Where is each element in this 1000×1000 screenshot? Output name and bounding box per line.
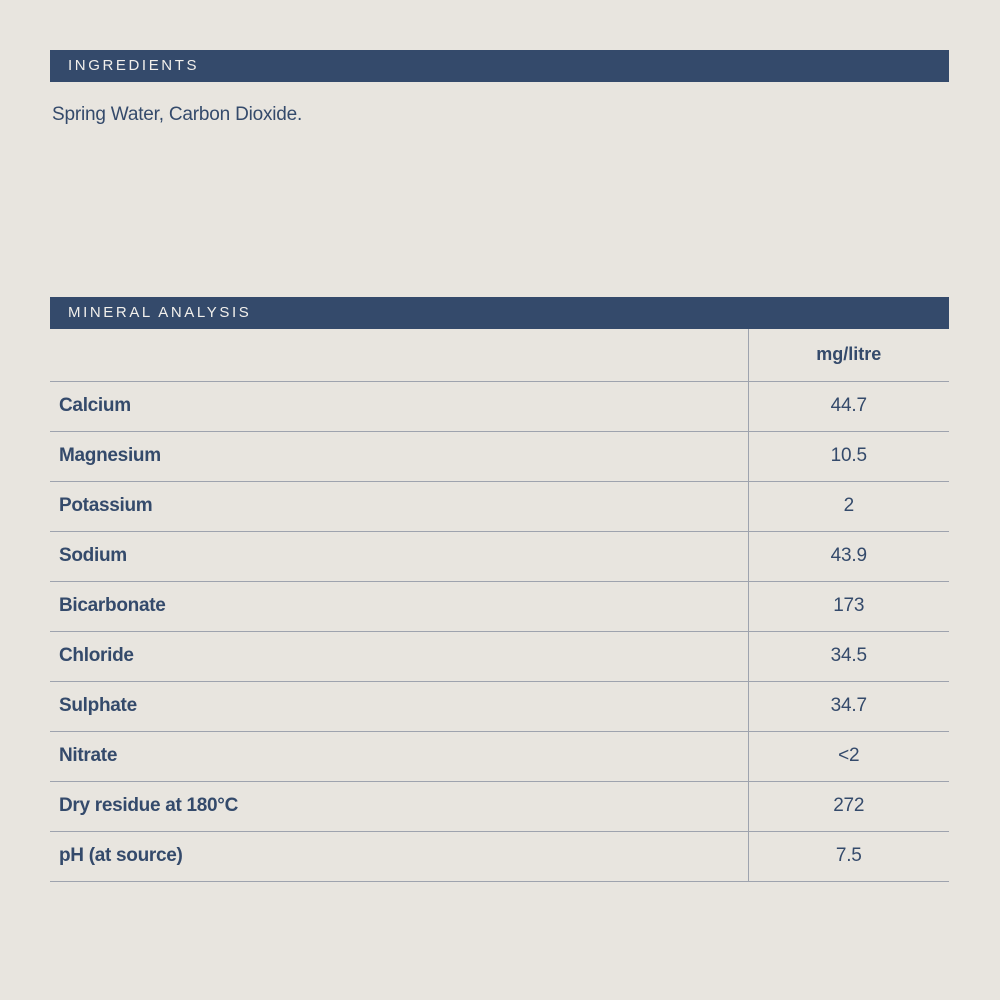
mineral-value: 173 xyxy=(748,581,949,631)
mineral-value: <2 xyxy=(748,731,949,781)
table-row xyxy=(50,731,949,781)
ingredients-heading: INGREDIENTS xyxy=(50,50,949,82)
mineral-name: Dry residue at 180°C xyxy=(50,781,748,831)
mineral-value: 7.5 xyxy=(748,831,949,881)
table-row xyxy=(50,631,949,681)
mineral-name: Nitrate xyxy=(50,731,748,781)
mineral-name: Magnesium xyxy=(50,431,748,481)
mineral-name: Sodium xyxy=(50,531,748,581)
mineral-name: Potassium xyxy=(50,481,748,531)
ingredients-text: Spring Water, Carbon Dioxide. xyxy=(52,104,303,125)
mineral-value: 34.7 xyxy=(748,681,949,731)
mineral-value: 44.7 xyxy=(748,381,949,431)
table-row xyxy=(50,581,949,631)
mineral-analysis-table xyxy=(50,329,949,882)
table-row xyxy=(50,381,949,431)
mineral-value: 2 xyxy=(748,481,949,531)
table-row xyxy=(50,481,949,531)
mineral-column-header xyxy=(50,329,748,381)
mineral-value: 272 xyxy=(748,781,949,831)
table-row xyxy=(50,531,949,581)
mineral-value: 10.5 xyxy=(748,431,949,481)
table-row xyxy=(50,681,949,731)
table-header-row xyxy=(50,329,949,381)
mineral-value: 43.9 xyxy=(748,531,949,581)
table-row xyxy=(50,781,949,831)
mineral-name: Chloride xyxy=(50,631,748,681)
mineral-name: pH (at source) xyxy=(50,831,748,881)
table-row xyxy=(50,831,949,881)
mineral-name: Calcium xyxy=(50,381,748,431)
unit-column-header: mg/litre xyxy=(748,329,949,381)
table-row xyxy=(50,431,949,481)
mineral-name: Bicarbonate xyxy=(50,581,748,631)
mineral-analysis-heading: MINERAL ANALYSIS xyxy=(50,297,949,329)
mineral-value: 34.5 xyxy=(748,631,949,681)
mineral-name: Sulphate xyxy=(50,681,748,731)
